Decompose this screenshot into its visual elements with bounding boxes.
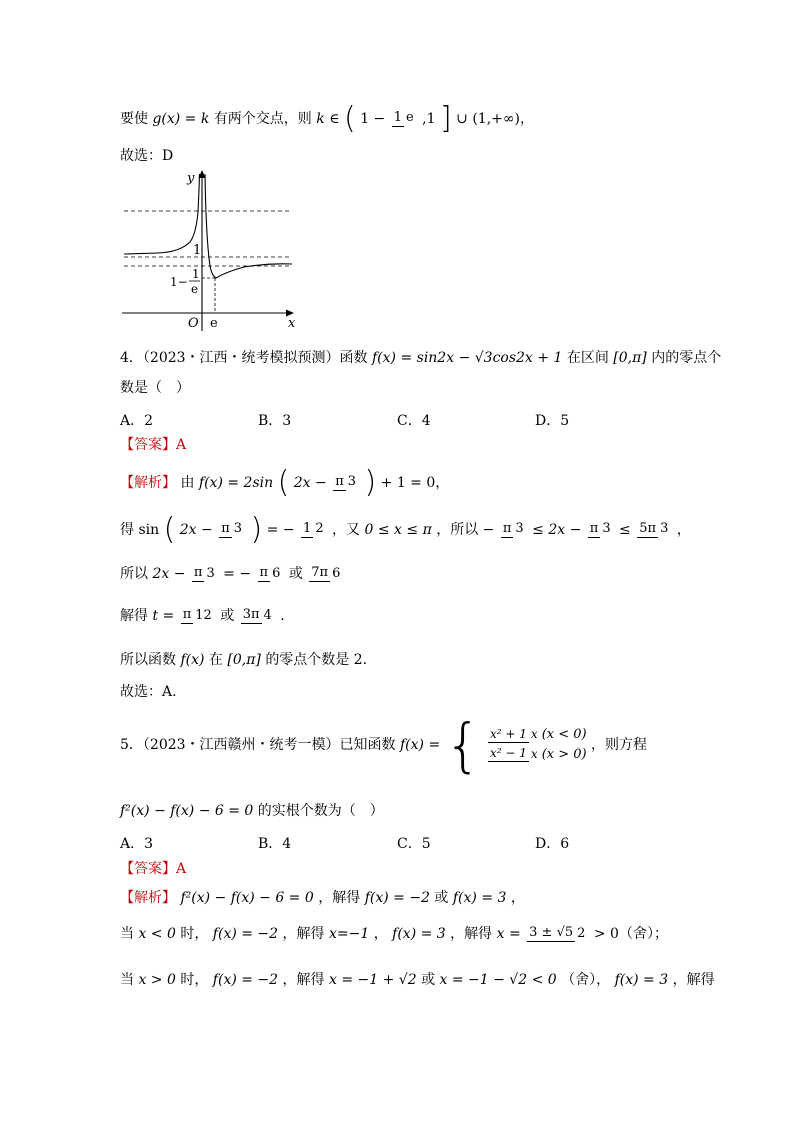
equation: x = <box>496 926 521 942</box>
fraction: 1 2 <box>303 520 324 537</box>
text: sin <box>138 521 160 538</box>
equation: f(x) = 2sin <box>198 474 274 491</box>
text: ，解得 <box>672 972 715 988</box>
equation: k ∈ <box>316 110 340 127</box>
q4-solution-line3 <box>120 566 344 583</box>
text: + 1 = 0， <box>380 474 450 491</box>
text: 时， <box>180 926 209 942</box>
option-c[interactable]: C．5 <box>397 836 431 852</box>
equation: f(x) = sin2x − √3cos2x + 1 <box>372 350 563 366</box>
fraction: 3π 4 <box>242 607 272 623</box>
fraction: 3 ± √5 2 <box>529 925 586 941</box>
text: ，解得 <box>450 926 493 942</box>
open-paren: ( <box>163 512 176 547</box>
text: （舍）， <box>561 972 611 988</box>
text: ≤ <box>619 521 631 538</box>
equation: f(x) <box>180 652 205 668</box>
text: 4．（2023・江西・统考模拟预测）函数 <box>120 350 368 366</box>
text: ， <box>676 521 691 538</box>
equation: x = −1 − √2 < 0 <box>439 972 557 988</box>
q4-stem-line2: 数是（ ） <box>120 380 190 396</box>
text: 当 <box>120 972 134 988</box>
option-a[interactable]: A．3 <box>120 836 154 852</box>
equation: 2x − <box>152 566 186 582</box>
text: > 0（舍）； <box>593 926 668 942</box>
text: 有两个交点，则 <box>213 110 312 127</box>
text: ，所以 <box>436 521 479 538</box>
one-minus-label: 1− <box>170 275 188 289</box>
text: 在 <box>208 652 223 668</box>
text: 得 <box>120 521 134 538</box>
option-d[interactable]: D．5 <box>535 413 570 429</box>
q4-stem-line1 <box>120 350 721 367</box>
q4-solution-line1 <box>120 465 450 500</box>
q5-stem-line1 <box>120 711 648 779</box>
x-axis-label: x <box>288 316 296 331</box>
text: 或 <box>421 972 436 988</box>
text: ，则方程 <box>591 736 648 753</box>
q5-solution-line2 <box>120 926 668 943</box>
text: 所以 <box>120 566 148 582</box>
equation: f²(x) − f(x) − 6 = 0 <box>180 890 314 906</box>
equation: x = −1 + √2 <box>328 972 417 988</box>
text: 所以函数 <box>120 652 176 668</box>
text: = − <box>266 521 295 538</box>
text: ,1 <box>422 110 436 127</box>
left-brace: { <box>444 711 482 779</box>
equation: x > 0 <box>138 972 176 988</box>
text: 1 − <box>360 110 386 127</box>
text: 内的零点个 <box>651 350 722 366</box>
text: ，解得 <box>282 926 325 942</box>
text: 在区间 <box>566 350 609 366</box>
fraction: π 3 <box>502 520 524 537</box>
equation: x=−1 <box>328 926 370 942</box>
equation: f²(x) − f(x) − 6 = 0 <box>120 803 254 819</box>
option-c[interactable]: C．4 <box>397 413 431 429</box>
fraction: π 6 <box>259 565 281 581</box>
piecewise-cases: x² + 1 x (x < 0) x² − 1 x (x > 0) <box>490 726 587 762</box>
interval: [0,π] <box>227 652 261 668</box>
y-one-label: 1 <box>193 243 202 258</box>
q4-solution-line2 <box>120 512 691 547</box>
fraction: 5π 3 <box>639 520 669 537</box>
origin-label: O <box>188 316 199 331</box>
solution-tag: 【解析】 <box>120 890 176 906</box>
equation: f(x) = −2 <box>364 890 430 906</box>
text: − <box>482 521 495 538</box>
equation: f(x) = 3 <box>392 926 446 942</box>
solution-tag: 【解析】 <box>120 474 176 491</box>
option-b[interactable]: B．4 <box>258 836 292 852</box>
equation: x < 0 <box>138 926 176 942</box>
text: 或 <box>288 566 303 582</box>
option-b[interactable]: B．3 <box>258 413 292 429</box>
text: 要使 <box>120 110 148 127</box>
option-a[interactable]: A．2 <box>120 413 154 429</box>
q5-solution-line1 <box>120 890 525 907</box>
equation: 2x − <box>293 474 327 491</box>
text: . <box>280 608 285 624</box>
option-d[interactable]: D．6 <box>535 836 570 852</box>
interval: [0,π] <box>613 350 647 366</box>
y-axis-label: y <box>187 171 195 186</box>
equation: f(x) = −2 <box>212 972 279 988</box>
q4-solution-line5 <box>120 652 367 669</box>
q4-solution-line4 <box>120 608 285 625</box>
fraction: π 3 <box>221 520 243 537</box>
fraction: 1 e <box>393 109 414 126</box>
text: = − <box>223 566 252 582</box>
answer-choice-line: 故选：D <box>120 148 174 164</box>
e-tick-label: e <box>210 316 218 331</box>
frac-num: 1 <box>192 267 200 281</box>
q4-answer: 【答案】A <box>120 437 187 453</box>
equation: g(x) = k <box>152 110 210 127</box>
text: 5．（2023・江西赣州・统考一模）已知函数 <box>120 736 396 753</box>
equation: 2x − <box>179 521 213 538</box>
equation: f(x) = 3 <box>614 972 669 988</box>
text: 当 <box>120 926 134 942</box>
close-paren: ) <box>364 465 377 500</box>
text: 的零点个数是 <box>265 652 350 668</box>
text: 解得 <box>120 608 148 624</box>
solution-conclusion-line <box>120 101 535 136</box>
text: ，解得 <box>282 972 325 988</box>
open-paren: ( <box>344 101 356 136</box>
text: 或 <box>434 890 449 906</box>
fraction: 7π 6 <box>311 565 341 581</box>
equation: t = <box>152 608 175 624</box>
curve-right-branch <box>205 174 292 278</box>
text: 由 <box>180 474 195 491</box>
close-bracket: ] <box>439 101 452 136</box>
fraction: π 3 <box>335 473 357 490</box>
equation: f(x) = 3 <box>452 890 507 906</box>
text: ， <box>373 926 388 942</box>
fraction: π 3 <box>193 565 215 581</box>
function-graph <box>118 168 308 334</box>
text: 的实根个数为（ ） <box>257 803 384 819</box>
close-paren: ) <box>250 512 263 547</box>
equation: ≤ 2x − <box>532 521 582 538</box>
text: 2. <box>353 652 368 668</box>
text: 时， <box>180 972 209 988</box>
curve-left-branch <box>124 174 200 254</box>
text: ， <box>510 890 525 906</box>
frac-den: e <box>191 282 199 296</box>
equation: 0 ≤ x ≤ π <box>364 521 432 538</box>
fraction: π 12 <box>182 607 212 623</box>
equation: f(x) = <box>400 736 441 753</box>
fraction: π 3 <box>589 520 611 537</box>
q4-choice-line: 故选：A. <box>120 684 177 700</box>
open-paren: ( <box>277 465 290 500</box>
text: ，解得 <box>318 890 361 906</box>
text: ，又 <box>332 521 361 538</box>
text: 或 <box>220 608 235 624</box>
q5-solution-line3 <box>120 972 715 989</box>
text: ∪ (1,+∞)， <box>456 110 535 127</box>
equation: f(x) = −2 <box>212 926 279 942</box>
q5-stem-line2 <box>120 803 384 820</box>
q5-answer: 【答案】A <box>120 861 187 877</box>
